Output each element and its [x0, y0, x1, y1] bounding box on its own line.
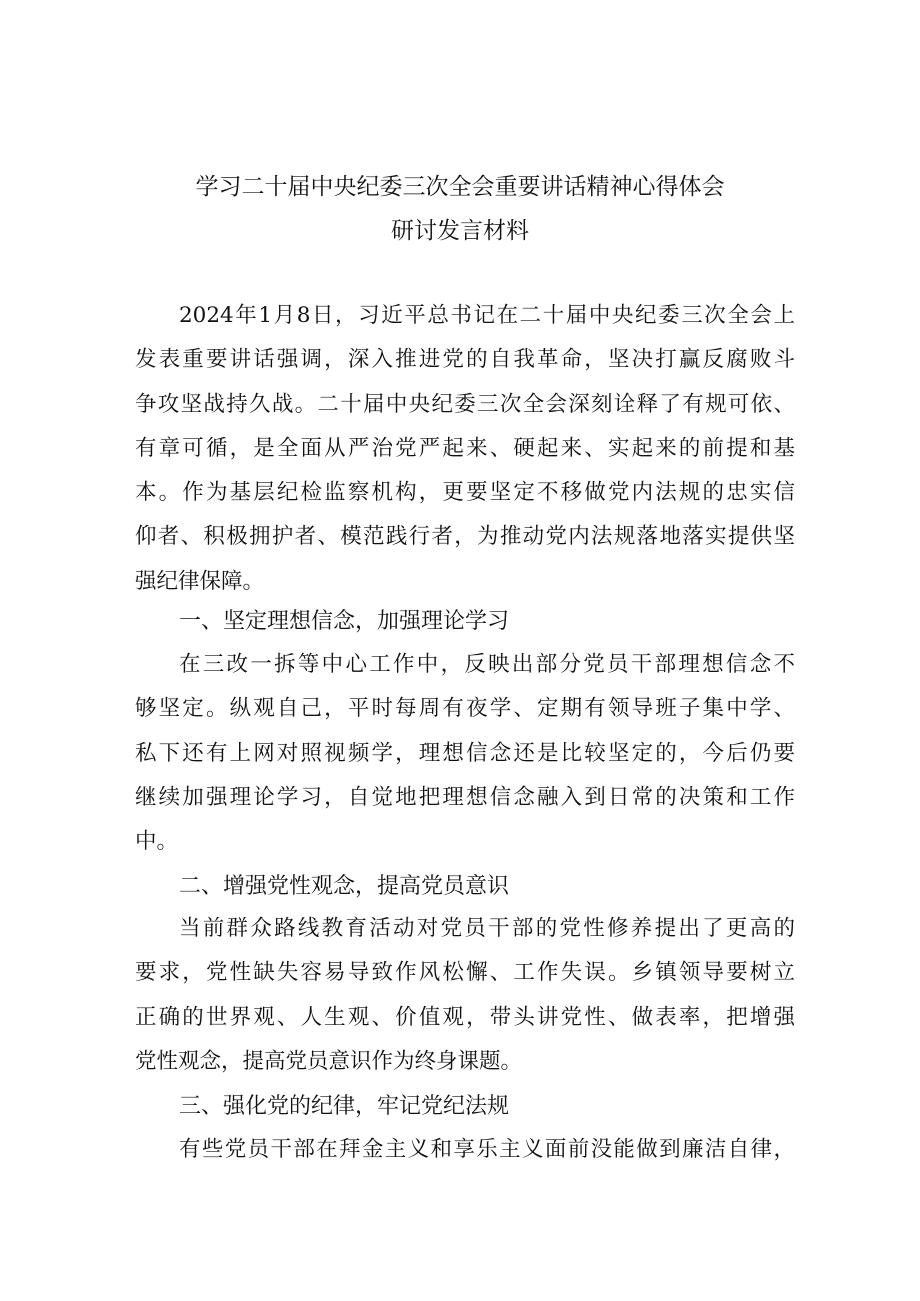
section-heading-1: 一、坚定理想信念，加强理论学习: [179, 609, 510, 634]
paragraph-line: 发表重要讲话强调，深入推进党的自我革命，坚决打赢反腐败斗: [135, 347, 795, 373]
document-subtitle: 研讨发言材料: [391, 218, 529, 244]
intro-paragraph: [135, 294, 795, 604]
paragraph-line: 本。作为基层纪检监察机构，更要坚定不移做党内法规的忠实信: [135, 480, 795, 506]
paragraph-line: 强纪律保障。: [135, 568, 265, 594]
paragraph-line: 仰者、积极拥护者、模范践行者，为推动党内法规落地落实提供坚: [135, 524, 795, 550]
paragraph-line: 有些党员干部在拜金主义和享乐主义面前没能做到廉洁自律，: [179, 1137, 795, 1162]
paragraph-line: 要求，党性缺失容易导致作风松懈、工作失误。乡镇领导要树立: [135, 960, 795, 986]
paragraph-line: 当前群众路线教育活动对党员干部的党性修养提出了更高的: [179, 916, 795, 941]
paragraph-line: 够坚定。纵观自己，平时每周有夜学、定期有领导班子集中学、: [135, 696, 795, 722]
paragraph-line: 在三改一拆等中心工作中，反映出部分党员干部理想信念不: [179, 652, 795, 677]
section-paragraph-2: [135, 907, 795, 1084]
paragraph-line: 正确的世界观、人生观、价值观，带头讲党性、做表率，把增强: [135, 1004, 795, 1030]
paragraph-line: 中。: [135, 829, 179, 855]
document-title: 学习二十届中央纪委三次全会重要讲话精神心得体会: [195, 174, 725, 200]
section-heading-3: 三、强化党的纪律，牢记党纪法规: [179, 1094, 510, 1119]
paragraph-line: 争攻坚战持久战。二十届中央纪委三次全会深刻诠释了有规可依、: [135, 391, 795, 417]
section-paragraph-3: [135, 1128, 795, 1172]
paragraph-line: 继续加强理论学习，自觉地把理想信念融入到日常的决策和工作: [135, 784, 795, 810]
paragraph-line: 2024年1月8日，习近平总书记在二十届中央纪委三次全会上: [179, 303, 795, 328]
paragraph-line: 有章可循，是全面从严治党严起来、硬起来、实起来的前提和基: [135, 435, 795, 461]
section-heading-2: 二、增强党性观念，提高党员意识: [179, 874, 510, 899]
section-paragraph-1: [135, 643, 795, 864]
paragraph-line: 党性观念，提高党员意识作为终身课题。: [135, 1048, 523, 1074]
paragraph-line: 私下还有上网对照视频学，理想信念还是比较坚定的，今后仍要: [135, 740, 795, 766]
